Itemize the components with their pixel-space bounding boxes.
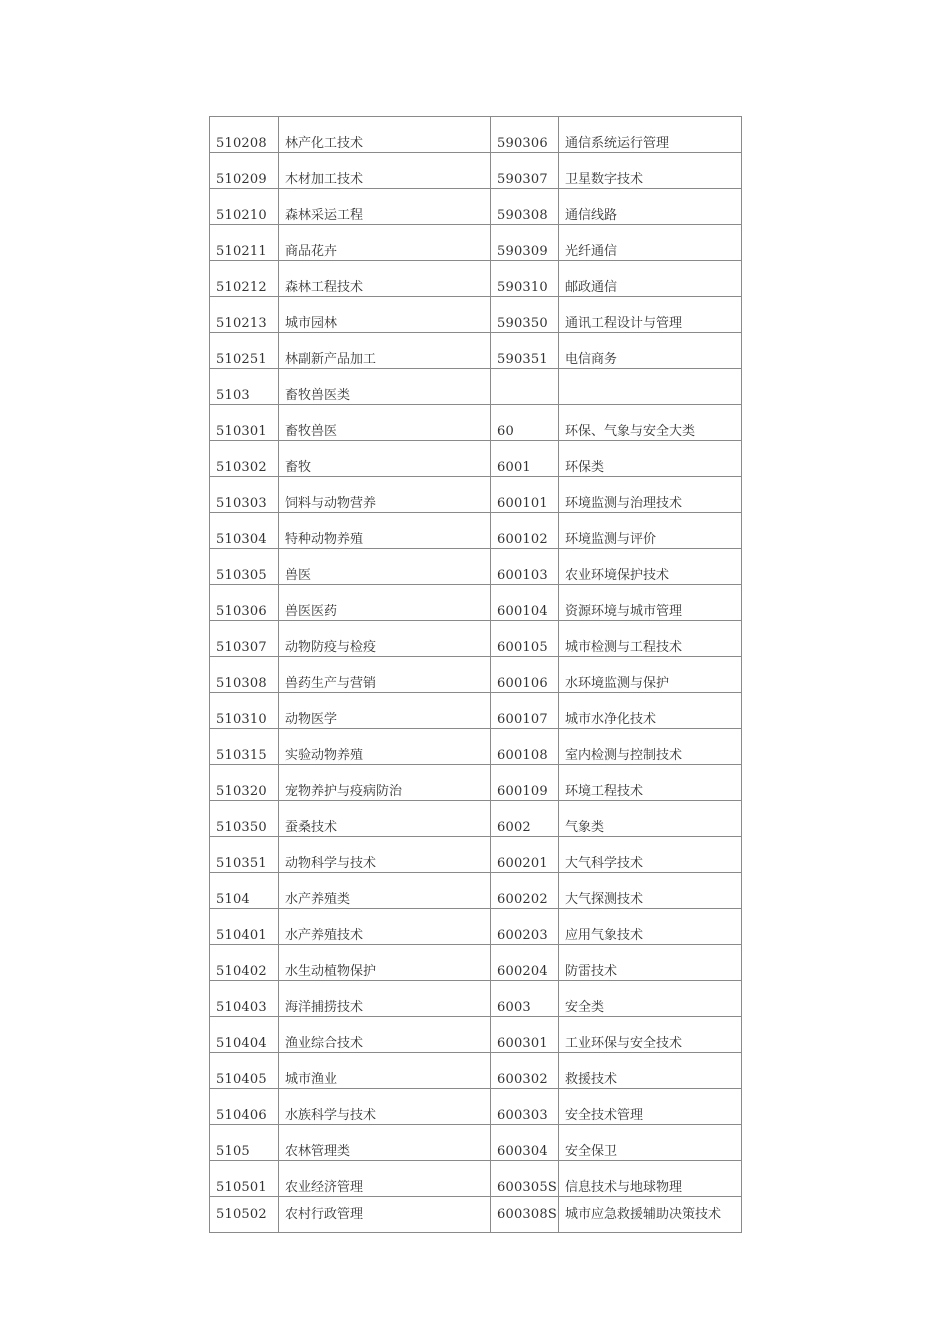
major-name-cell: 信息技术与地球物理: [559, 1161, 742, 1197]
major-name-cell: 环保类: [559, 441, 742, 477]
major-code-cell: 510210: [210, 189, 279, 225]
major-name-cell: 城市应急救援辅助决策技术: [559, 1197, 742, 1233]
major-name-cell: 通信系统运行管理: [559, 117, 742, 153]
major-code-cell: 600109: [491, 765, 559, 801]
table-row: [210, 621, 742, 657]
major-code-cell: 510502: [210, 1197, 279, 1233]
major-name-cell: 安全类: [559, 981, 742, 1017]
major-code-cell: 590309: [491, 225, 559, 261]
major-name-cell: 动物医学: [279, 693, 491, 729]
major-code-cell: 6001: [491, 441, 559, 477]
major-code-cell: 510308: [210, 657, 279, 693]
major-name-cell: 林产化工技术: [279, 117, 491, 153]
table-row: [210, 1053, 742, 1089]
table-row: [210, 1017, 742, 1053]
table-row: [210, 585, 742, 621]
major-code-cell: 600301: [491, 1017, 559, 1053]
table-row: [210, 657, 742, 693]
major-code-cell: 600202: [491, 873, 559, 909]
major-name-cell: 农业环境保护技术: [559, 549, 742, 585]
major-name-cell: 农业经济管理: [279, 1161, 491, 1197]
major-code-cell: 510351: [210, 837, 279, 873]
major-code-cell: 600101: [491, 477, 559, 513]
table-row: [210, 261, 742, 297]
major-code-cell: 510404: [210, 1017, 279, 1053]
table-row: [210, 117, 742, 153]
major-name-cell: 环境工程技术: [559, 765, 742, 801]
table-row: [210, 477, 742, 513]
major-name-cell: 动物科学与技术: [279, 837, 491, 873]
table-row: [210, 981, 742, 1017]
major-name-cell: 畜牧兽医类: [279, 369, 491, 405]
major-name-cell: 水族科学与技术: [279, 1089, 491, 1125]
major-code-cell: 510302: [210, 441, 279, 477]
table-row: [210, 1089, 742, 1125]
major-code-cell: 510212: [210, 261, 279, 297]
major-code-cell: 590351: [491, 333, 559, 369]
major-code-cell: 510211: [210, 225, 279, 261]
major-code-cell: 510320: [210, 765, 279, 801]
major-name-cell: 环保、气象与安全大类: [559, 405, 742, 441]
major-name-cell: 蚕桑技术: [279, 801, 491, 837]
major-name-cell: 畜牧: [279, 441, 491, 477]
major-code-cell: [491, 369, 559, 405]
major-code-cell: 510401: [210, 909, 279, 945]
table-row: [210, 1125, 742, 1161]
table-row: [210, 333, 742, 369]
major-name-cell: 特种动物养殖: [279, 513, 491, 549]
major-code-cell: 600203: [491, 909, 559, 945]
major-code-cell: 60: [491, 405, 559, 441]
major-name-cell: 大气科学技术: [559, 837, 742, 873]
major-name-cell: 气象类: [559, 801, 742, 837]
major-name-cell: 室内检测与控制技术: [559, 729, 742, 765]
major-name-cell: 水环境监测与保护: [559, 657, 742, 693]
table-row: [210, 549, 742, 585]
major-name-cell: 城市检测与工程技术: [559, 621, 742, 657]
major-name-cell: 通信线路: [559, 189, 742, 225]
major-code-cell: 5105: [210, 1125, 279, 1161]
major-code-cell: 600308S: [491, 1197, 559, 1233]
table-row: [210, 153, 742, 189]
major-code-cell: 510209: [210, 153, 279, 189]
major-name-cell: 渔业综合技术: [279, 1017, 491, 1053]
major-name-cell: 资源环境与城市管理: [559, 585, 742, 621]
major-name-cell: 农林管理类: [279, 1125, 491, 1161]
major-name-cell: 森林工程技术: [279, 261, 491, 297]
major-code-cell: 510306: [210, 585, 279, 621]
major-code-cell: 600201: [491, 837, 559, 873]
major-code-table: [209, 116, 742, 1233]
major-name-cell: 饲料与动物营养: [279, 477, 491, 513]
major-code-cell: 510405: [210, 1053, 279, 1089]
major-code-cell: 600105: [491, 621, 559, 657]
major-name-cell: 林副新产品加工: [279, 333, 491, 369]
major-name-cell: 木材加工技术: [279, 153, 491, 189]
major-code-cell: 510315: [210, 729, 279, 765]
table-row: [210, 801, 742, 837]
major-name-cell: 救援技术: [559, 1053, 742, 1089]
major-code-cell: 510310: [210, 693, 279, 729]
major-name-cell: [559, 369, 742, 405]
major-code-cell: 600305S: [491, 1161, 559, 1197]
major-name-cell: 邮政通信: [559, 261, 742, 297]
major-code-cell: 600107: [491, 693, 559, 729]
major-name-cell: 森林采运工程: [279, 189, 491, 225]
major-code-cell: 600103: [491, 549, 559, 585]
table-row: [210, 441, 742, 477]
table-row: [210, 765, 742, 801]
major-name-cell: 宠物养护与疫病防治: [279, 765, 491, 801]
major-code-cell: 5104: [210, 873, 279, 909]
major-code-cell: 590307: [491, 153, 559, 189]
table-row: [210, 729, 742, 765]
major-name-cell: 安全保卫: [559, 1125, 742, 1161]
major-name-cell: 光纤通信: [559, 225, 742, 261]
major-code-cell: 510403: [210, 981, 279, 1017]
table-row: [210, 297, 742, 333]
major-code-cell: 600204: [491, 945, 559, 981]
major-code-cell: 510307: [210, 621, 279, 657]
major-code-cell: 510251: [210, 333, 279, 369]
major-name-cell: 城市水净化技术: [559, 693, 742, 729]
major-name-cell: 电信商务: [559, 333, 742, 369]
table-row: [210, 405, 742, 441]
major-code-cell: 510402: [210, 945, 279, 981]
major-name-cell: 城市渔业: [279, 1053, 491, 1089]
major-code-cell: 600104: [491, 585, 559, 621]
major-code-cell: 590310: [491, 261, 559, 297]
major-name-cell: 海洋捕捞技术: [279, 981, 491, 1017]
table-row: [210, 1197, 742, 1233]
major-code-cell: 600106: [491, 657, 559, 693]
major-code-cell: 510301: [210, 405, 279, 441]
major-code-cell: 600303: [491, 1089, 559, 1125]
table-row: [210, 513, 742, 549]
table-row: [210, 369, 742, 405]
major-code-cell: 600302: [491, 1053, 559, 1089]
major-name-cell: 水产养殖类: [279, 873, 491, 909]
major-name-cell: 水生动植物保护: [279, 945, 491, 981]
major-name-cell: 应用气象技术: [559, 909, 742, 945]
major-name-cell: 城市园林: [279, 297, 491, 333]
major-code-cell: 5103: [210, 369, 279, 405]
major-name-cell: 安全技术管理: [559, 1089, 742, 1125]
table-row: [210, 909, 742, 945]
major-code-cell: 510303: [210, 477, 279, 513]
major-name-cell: 农村行政管理: [279, 1197, 491, 1233]
major-name-cell: 卫星数字技术: [559, 153, 742, 189]
major-code-cell: 6002: [491, 801, 559, 837]
major-name-cell: 畜牧兽医: [279, 405, 491, 441]
major-code-cell: 510305: [210, 549, 279, 585]
major-name-cell: 兽医: [279, 549, 491, 585]
major-code-cell: 510406: [210, 1089, 279, 1125]
major-name-cell: 兽医医药: [279, 585, 491, 621]
major-name-cell: 环境监测与治理技术: [559, 477, 742, 513]
major-name-cell: 环境监测与评价: [559, 513, 742, 549]
major-code-cell: 6003: [491, 981, 559, 1017]
major-name-cell: 兽药生产与营销: [279, 657, 491, 693]
major-code-cell: 510304: [210, 513, 279, 549]
table-row: [210, 945, 742, 981]
table-row: [210, 225, 742, 261]
major-name-cell: 商品花卉: [279, 225, 491, 261]
major-name-cell: 动物防疫与检疫: [279, 621, 491, 657]
major-code-cell: 600304: [491, 1125, 559, 1161]
major-name-cell: 防雷技术: [559, 945, 742, 981]
major-code-cell: 510350: [210, 801, 279, 837]
table-row: [210, 189, 742, 225]
major-code-cell: 590306: [491, 117, 559, 153]
major-code-cell: 510213: [210, 297, 279, 333]
table-row: [210, 693, 742, 729]
table-row: [210, 873, 742, 909]
table-row: [210, 837, 742, 873]
table-row: [210, 1161, 742, 1197]
major-name-cell: 水产养殖技术: [279, 909, 491, 945]
major-name-cell: 大气探测技术: [559, 873, 742, 909]
major-code-cell: 510208: [210, 117, 279, 153]
major-code-cell: 600108: [491, 729, 559, 765]
major-code-cell: 600102: [491, 513, 559, 549]
major-code-cell: 590308: [491, 189, 559, 225]
major-code-cell: 590350: [491, 297, 559, 333]
major-name-cell: 通讯工程设计与管理: [559, 297, 742, 333]
major-code-cell: 510501: [210, 1161, 279, 1197]
major-name-cell: 实验动物养殖: [279, 729, 491, 765]
major-name-cell: 工业环保与安全技术: [559, 1017, 742, 1053]
